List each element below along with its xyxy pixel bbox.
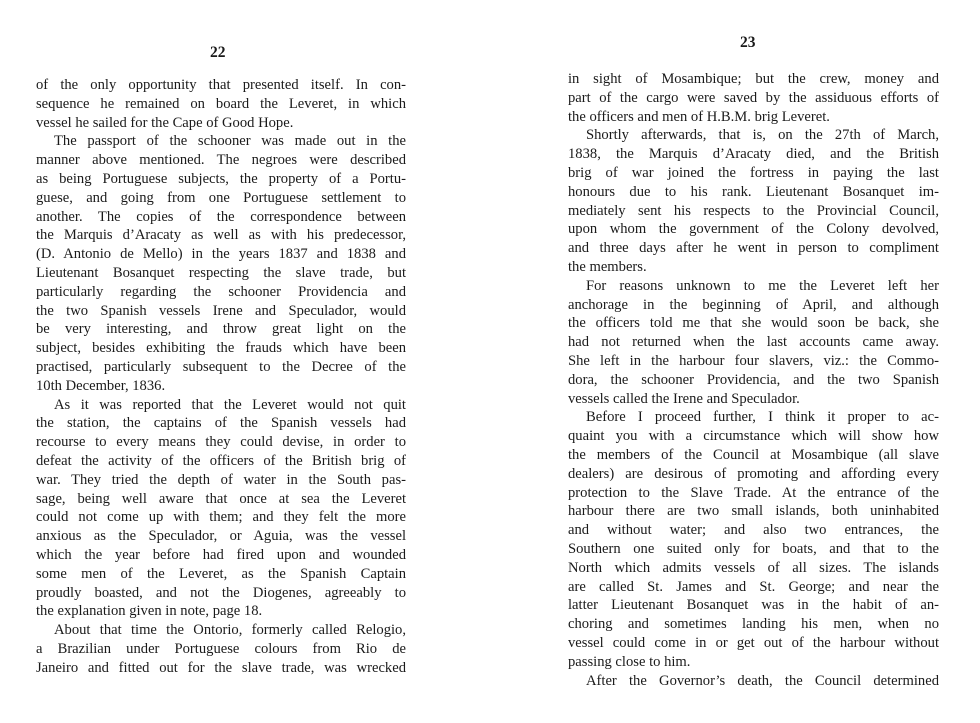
text-line: honours due to his rank. Lieutenant Bosanquet im-	[568, 183, 939, 200]
text-line: defeat the activity of the officers of the British brig of	[36, 452, 406, 469]
text-line: are called St. James and St. George; and near the	[568, 578, 939, 595]
text-line: manner above mentioned. The negroes were described	[36, 152, 406, 169]
text-line: the officers and men of H.B.M. brig Leveret.	[568, 108, 830, 125]
text-line: anchorage in the beginning of April, and although	[568, 296, 939, 313]
text-line: guese, and going from one Portuguese settlement to	[36, 189, 406, 206]
text-line: harbour there are two small islands, both uninhabited	[568, 503, 939, 520]
text-line: Lieutenant Bosanquet respecting the slave trade, but	[36, 264, 406, 281]
text-line: practised, particularly subsequent to the Decree of the	[36, 358, 406, 375]
text-line: After the Governor’s death, the Council determined	[586, 672, 939, 689]
text-line: The passport of the schooner was made out in the	[54, 133, 406, 150]
text-line: Southern one suited only for boats, and that to the	[568, 540, 939, 557]
text-line: latter Lieutenant Bosanquet was in the habit of an-	[568, 597, 939, 614]
page-number: 22	[210, 44, 226, 61]
text-line: of the only opportunity that presented itself. In con-	[36, 77, 406, 93]
text-line: brig of war joined the fortress in paying the last	[568, 164, 939, 181]
paragraph	[36, 396, 406, 622]
text-line: the two Spanish vessels Irene and Speculador, would	[36, 302, 406, 319]
text-line: the explanation given in note, page 18.	[36, 603, 263, 620]
text-line: and three days after he went in person to compliment	[568, 240, 939, 257]
page-number: 23	[740, 34, 756, 51]
text-line: the officers told me that she would soon be back, she	[568, 315, 939, 332]
text-line: choring and sometimes landing his men, when no	[568, 616, 939, 633]
text-line: the members of the Council at Mosambique (all slave	[568, 446, 939, 463]
text-line: recourse to every means they could devise, in order to	[36, 434, 406, 451]
text-line: could not come up with them; and they felt the more	[36, 509, 406, 526]
text-line: sage, being well aware that once at sea the Leveret	[36, 490, 406, 507]
text-line: protection to the Slave Trade. At the entrance of the	[568, 484, 939, 501]
text-line: quaint you with a circumstance which will show how	[568, 428, 939, 445]
paragraph	[568, 408, 939, 671]
text-line: a Brazilian under Portuguese colours from Rio de	[36, 640, 406, 657]
text-line: the members.	[568, 258, 647, 275]
paragraph	[36, 132, 406, 395]
text-line: which the year before had fired upon and wounded	[36, 546, 406, 563]
page-text	[36, 76, 406, 678]
text-line: sequence he remained on board the Leveret, in which	[36, 95, 406, 112]
text-line: She left in the harbour four slavers, viz.: the Commo-	[568, 352, 939, 369]
text-line: as being Portuguese subjects, the property of a Portu-	[36, 170, 406, 187]
text-line: some men of the Leveret, as the Spanish Captain	[36, 565, 406, 582]
text-line: and without water; and also two entrances, the	[568, 522, 939, 539]
text-line: Shortly afterwards, that is, on the 27th of March,	[586, 127, 939, 144]
text-line: dealers) are desirous of promoting and affording every	[568, 465, 939, 482]
paragraph	[568, 70, 939, 126]
paragraph	[568, 126, 939, 276]
text-line: the station, the captains of the Spanish vessels had	[36, 415, 406, 432]
text-line: About that time the Ontorio, formerly called Relogio,	[54, 622, 406, 639]
text-line: anxious as the Speculador, or Aguia, was the vessel	[36, 528, 406, 545]
text-line: the Marquis d’Aracaty as well as with his predecessor,	[36, 227, 406, 244]
text-line: be very interesting, and throw great light on the	[36, 321, 406, 338]
text-line: (D. Antonio de Mello) in the years 1837 and 1838 and	[36, 246, 406, 263]
left-page	[36, 0, 406, 723]
paragraph	[36, 621, 406, 677]
text-line: vessel he sailed for the Cape of Good Hope.	[36, 114, 294, 131]
text-line: 10th December, 1836.	[36, 377, 166, 394]
page-text	[568, 70, 939, 690]
text-line: mediately sent his respects to the Provincial Council,	[568, 202, 939, 219]
text-line: another. The copies of the correspondence between	[36, 208, 406, 225]
text-line: upon whom the government of the Colony devolved,	[568, 221, 939, 238]
text-line: dora, the schooner Providencia, and the two Spanish	[568, 371, 939, 388]
text-line: For reasons unknown to me the Leveret left her	[586, 277, 939, 294]
text-line: proudly boasted, and not the Diogenes, agreeably to	[36, 584, 406, 601]
text-line: Janeiro and fitted out for the slave trade, was wrecked	[36, 659, 406, 676]
text-line: vessel could come in or get out of the harbour without	[568, 634, 939, 651]
text-line: particularly regarding the schooner Providencia and	[36, 283, 406, 300]
paragraph	[36, 76, 406, 132]
text-line: passing close to him.	[568, 653, 691, 670]
text-line: war. They tried the depth of water in the South pas-	[36, 471, 406, 488]
text-line: As it was reported that the Leveret would not quit	[54, 396, 406, 413]
text-line: had not returned when the last accounts came away.	[568, 334, 939, 351]
text-line: subject, besides exhibiting the frauds which have been	[36, 340, 406, 357]
text-line: North which admits vessels of all sizes. The islands	[568, 559, 939, 576]
text-line: in sight of Mosambique; but the crew, money and	[568, 71, 939, 87]
paragraph	[568, 672, 939, 691]
paragraph	[568, 277, 939, 409]
text-line: Before I proceed further, I think it proper to ac-	[586, 409, 939, 426]
text-line: 1838, the Marquis d’Aracaty died, and the British	[568, 146, 939, 163]
text-line: part of the cargo were saved by the assiduous efforts of	[568, 89, 939, 106]
right-page	[568, 0, 939, 723]
text-line: vessels called the Irene and Speculador.	[568, 390, 800, 407]
